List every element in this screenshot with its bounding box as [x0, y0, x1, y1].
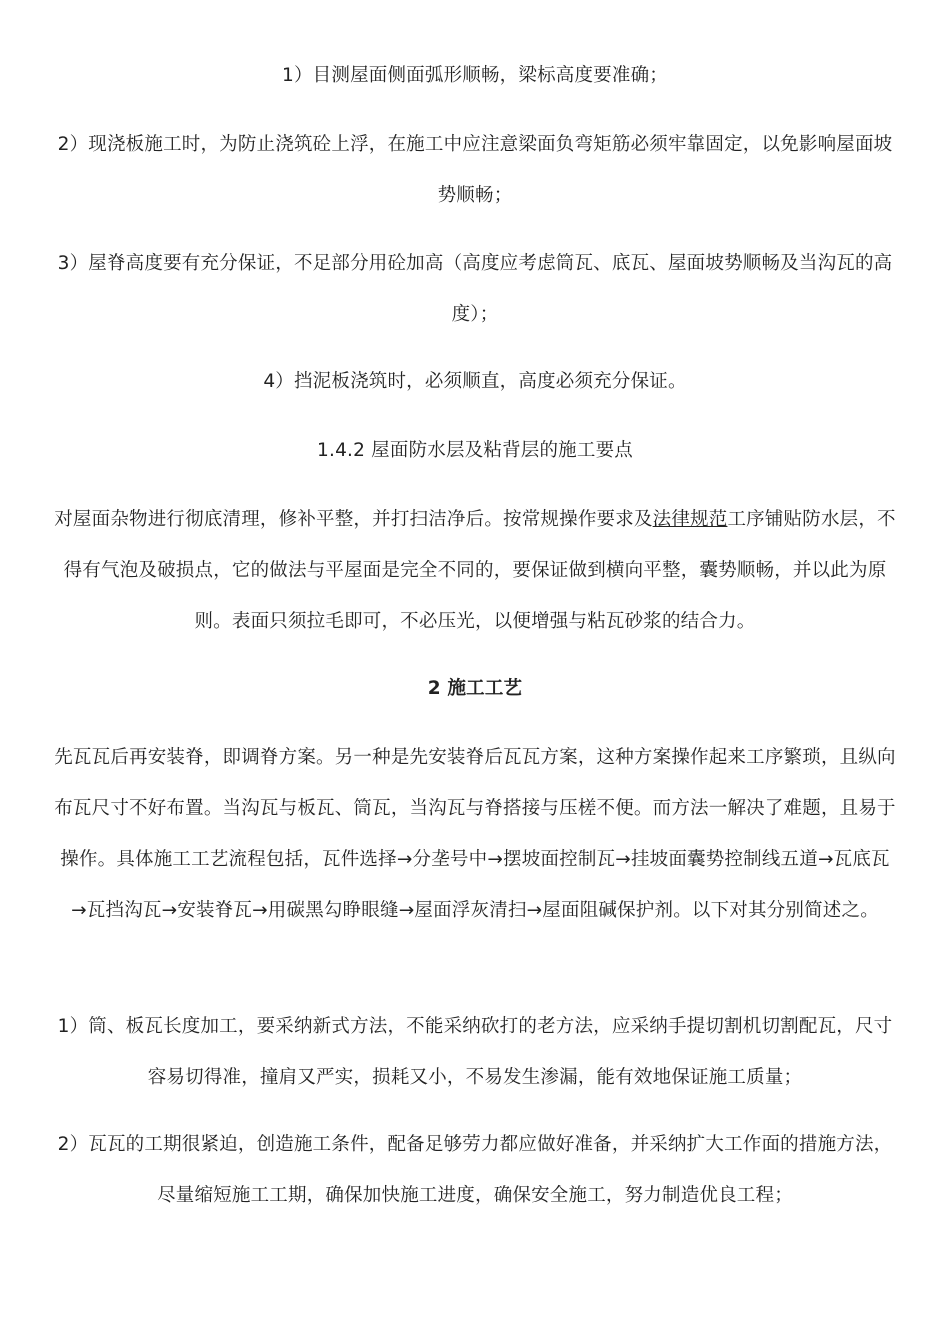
paragraph-item-tile-cutting: 1）筒、板瓦长度加工，要采纳新式方法，不能采纳砍打的老方法，应采纳手提切割机切割配瓦，尺寸容易切得准，撞肩又严实，损耗又小，不易发生渗漏，能有效地保证施工质量；: [57, 1016, 893, 1088]
paragraph-process-flow: 先瓦瓦后再安装脊，即调脊方案。另一种是先安装脊后瓦瓦方案，这种方案操作起来工序繁琐，且纵向布瓦尺寸不好布置。当沟瓦与板瓦、筒瓦，当沟瓦与脊搭接与压槎不便。而方法一解决了难题，且易于操作。具体施工工艺流程包括，瓦件选择→分垄号中→摆坡面控制瓦→挂坡面囊势控制线五道→瓦底瓦→瓦挡沟瓦→安装脊瓦→用碳黑勾睁眼缝→屋面浮灰清扫→屋面阻碱保护剂。以下对其分别简述之。: [54, 747, 896, 921]
paragraph-item-1: 1）目测屋面侧面弧形顺畅，梁标高度要准确；: [282, 65, 668, 86]
paragraph-item-2: 2）现浇板施工时，为防止浇筑砼上浮，在施工中应注意梁面负弯矩筋必须牢靠固定，以免影响屋面坡势顺畅；: [57, 134, 893, 206]
paragraph-waterproof-layer: [54, 494, 896, 647]
paragraph-item-3: 3）屋脊高度要有充分保证，不足部分用砼加高（高度应考虑筒瓦、底瓦、屋面坡势顺畅及当沟瓦的高度）；: [57, 253, 893, 325]
paragraph-item-4: 4）挡泥板浇筑时，必须顺直，高度必须充分保证。: [263, 371, 687, 392]
legal-norms-link[interactable]: 法律规范: [652, 509, 728, 530]
paragraph-text-before: 对屋面杂物进行彻底清理，修补平整，并打扫洁净后。按常规操作要求及: [54, 509, 653, 530]
section-subheading: 1.4.2 屋面防水层及粘背层的施工要点: [317, 440, 633, 461]
paragraph-text-after: 工序铺贴防水层，不得有气泡及破损点，它的做法与平屋面是完全不同的，要保证做到横向平整，囊势顺畅，并以此为原则。表面只须拉毛即可，不必压光，以便增强与粘瓦砂浆的结合力。: [63, 509, 896, 632]
paragraph-item-schedule: 2）瓦瓦的工期很紧迫，创造施工条件，配备足够劳力都应做好准备，并采纳扩大工作面的措施方法，尽量缩短施工工期，确保加快施工进度，确保安全施工，努力制造优良工程；: [57, 1134, 893, 1206]
section-heading: 2 施工工艺: [427, 678, 523, 699]
